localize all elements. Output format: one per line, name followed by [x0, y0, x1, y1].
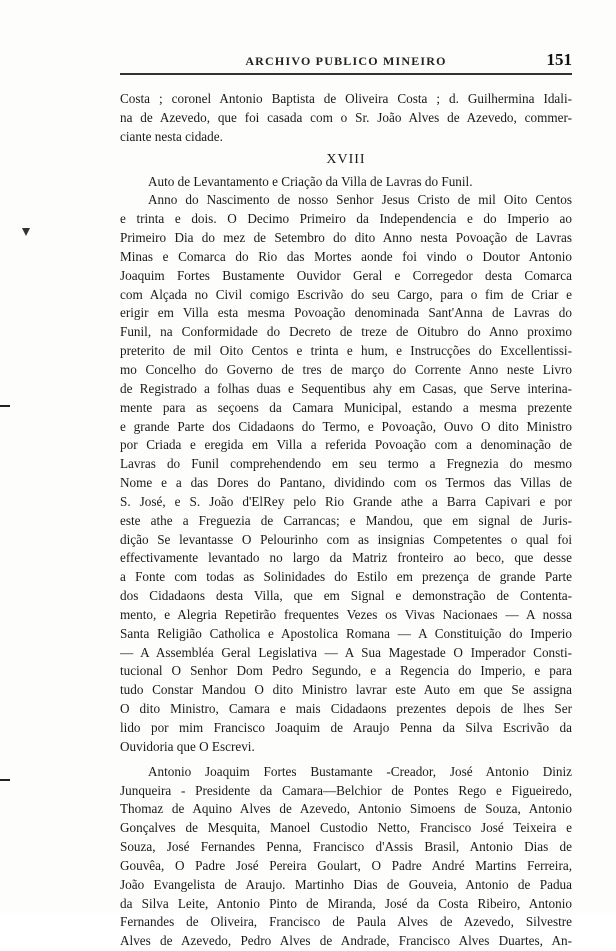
intro-paragraph — [120, 90, 572, 147]
margin-tick-mark — [22, 228, 30, 236]
text-line: Souza, José Fernandes Penna, Francisco d'Assis Brasil, Antonio Dias de — [120, 839, 572, 855]
text-line: Junqueira - Presidente da Camara—Belchior de Pontes Rego e Figueiredo, — [120, 782, 572, 798]
text-line: Costa ; coronel Antonio Baptista de Oliveira Costa ; d. Guilhermina Idali- — [120, 91, 572, 106]
text-line: O dito Ministro, Camara e mais Cidadaons prezentes depois de lhes Ser — [120, 701, 572, 717]
text-line: ciante nesta cidade. — [120, 128, 223, 144]
running-head — [120, 50, 572, 72]
text-line: Primeiro Dia do mez de Setembro do dito Anno nesta Povoação de Lavras — [120, 230, 572, 246]
text-line: mente para as seçoens da Camara Municipal, estando a mesma prezente — [120, 399, 572, 415]
text-line: mento, e Alegria Repetirão frequentes Vezes os Vivas Nacionaes — A nossa — [120, 606, 572, 622]
text-line: Anno do Nascimento de nosso Senhor Jesus Cristo de mil Oito Centos — [148, 192, 572, 208]
text-line: dos Cidadaons desta Villa, que em Signal e demonstração de Contenta- — [120, 588, 572, 604]
text-line: Lavras do Funil comprehendendo em seu termo a Fregnezia do mesmo — [120, 456, 572, 472]
text-line: da Silva Leite, Antonio Pinto de Miranda, José da Costa Ribeiro, Antonio — [120, 895, 572, 911]
text-line: Gonçalves de Mesquita, Manoel Custodio Netto, Francisco José Teixeira e — [120, 820, 572, 836]
text-line: — A Assembléa Geral Legislativa — A Sua Magestade O Imperador Consti- — [120, 644, 572, 660]
text-line: Funil, na Conformidade do Decreto de treze de Oitubro do Anno proximo — [120, 324, 572, 340]
text-line: Alves de Azevedo, Pedro Alves de Andrade, Francisco Alves Duartes, An- — [120, 933, 572, 949]
text-line: Fernandes de Oliveira, Francisco de Paula Alves de Azevedo, Silvestre — [120, 914, 572, 930]
page-number: 151 — [546, 50, 572, 69]
running-title: ARCHIVO PUBLICO MINEIRO — [245, 54, 447, 68]
text-line: effectivamente levantado no largo da Matriz fronteiro ao beco, que desse — [120, 550, 572, 566]
text-line: João Evangelista de Araujo. Martinho Dias de Gouveia, Antonio de Padua — [120, 876, 572, 892]
text-line: e grande Parte dos Cidadaons do Termo, e Povoação, Ouvo O dito Ministro — [120, 418, 572, 434]
text-line: Thomaz de Aquino Alves de Azevedo, Antonio Simoens de Souza, Antonio — [120, 801, 572, 817]
text-line: Joaquim Fortes Bustamente Ouvidor Geral e Corregedor desta Comarca — [120, 267, 572, 283]
section-numeral: XVIII — [326, 151, 366, 167]
text-line: a Fonte com todas as Solinidades do Estilo em prezença de grande Parte — [120, 569, 572, 585]
body-paragraph — [120, 191, 572, 756]
text-line: lido por mim Francisco Joaquim de Araujo Penna da Silva Escrivão da — [120, 720, 572, 735]
text-line: Santa Religião Catholica e Apostolica Romana — A Constituição do Imperio — [120, 625, 572, 641]
text-line: Ouvidoria que O Escrevi. — [120, 738, 255, 754]
text-line: este athe a Freguezia de Carrancas; e Mandou, que em signal de Juris- — [120, 512, 572, 528]
signatures-paragraph — [120, 763, 572, 951]
text-line: Gouvêa, O Padre José Pereira Goulart, O Padre André Martins Ferreira, — [120, 857, 572, 873]
text-line: Antonio Joaquim Fortes Bustamante -Creador, José Antonio Diniz — [148, 763, 572, 779]
margin-dash-mark — [0, 405, 10, 407]
text-line: dição Se levantasse O Pelourinho com as insignias Competentes o qual foi — [120, 531, 572, 547]
text-line: com Alçada no Civil comigo Escrivão do seu Cargo, para o fim de Criar e — [120, 286, 572, 302]
text-line: tudo Constar Mandou O dito Ministro lavrar este Auto em que Se assigna — [120, 682, 572, 698]
text-block — [120, 90, 572, 951]
text-line: e trinta e dois. O Decimo Primeiro da Independencia e do Imperio ao — [120, 211, 572, 227]
text-line: por Criada e eregida em Villa a referida Povoação com a denominação de — [120, 437, 572, 453]
text-line: de Registrado a folhas duas e Sequentibus ahy em Casas, que Serve interina- — [120, 380, 572, 396]
text-line: S. José, e S. João d'ElRey pelo Rio Grande athe a Barra Capivari e por — [120, 493, 572, 509]
text-line: na de Azevedo, que foi casada com o Sr. João Alves de Azevedo, commer- — [120, 109, 572, 125]
text-line: mo Concelho do Governo de tres de março do Corrente Anno neste Livro — [120, 361, 572, 377]
text-line: erigir em Villa esta mesma Povoação denominada Sant'Anna de Lavras do — [120, 305, 572, 321]
margin-dash-mark — [0, 779, 10, 781]
header-rule — [120, 73, 572, 75]
text-line: tucional O Senhor Dom Pedro Segundo, e a Regencia do Imperio, e para — [120, 663, 572, 679]
text-line: Nome e a das Dores do Pantano, dividindo com os Termos das Villas de — [120, 475, 572, 491]
text-line: preterito de mil Oito Centos e trinta e hum, e Instrucções do Excellentissi- — [120, 343, 572, 359]
text-line: Minas e Comarca do Rio das Mortes aonde foi vindo o Doutor Antonio — [120, 248, 572, 264]
section-heading: Auto de Levantamento e Criação da Villa de Lavras do Funil. — [148, 173, 473, 189]
